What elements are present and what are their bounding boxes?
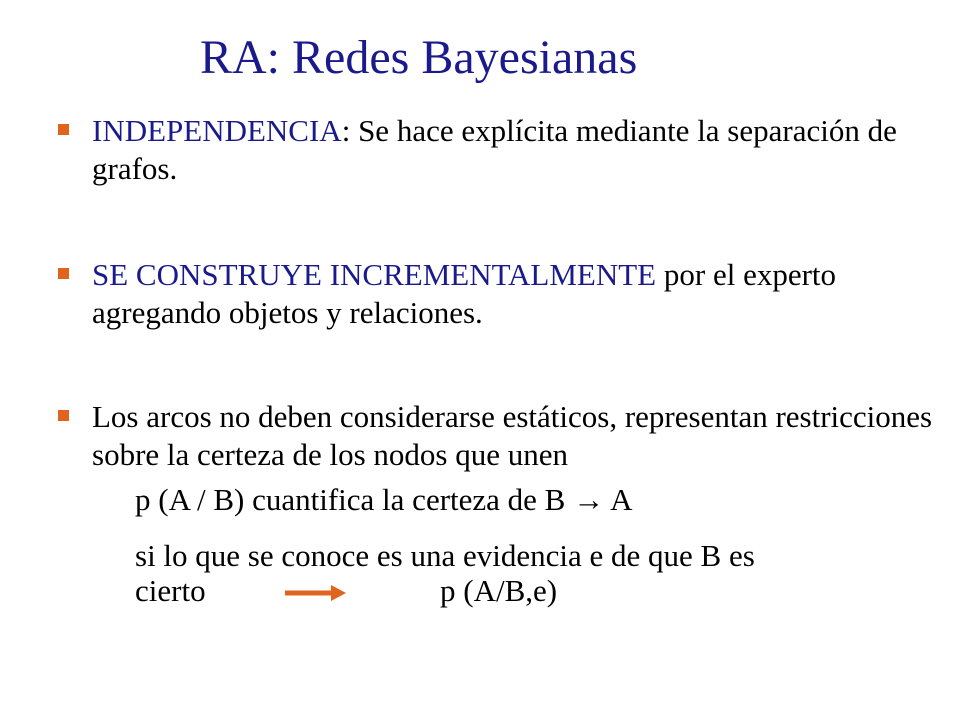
bullet-text: Los arcos no deben considerarse estáticos, representan restricciones sobre la certeza de los nodos que unen bbox=[92, 399, 933, 472]
square-bullet-icon bbox=[58, 268, 69, 279]
bullet-text bbox=[92, 112, 938, 188]
slide-title: RA: Redes Bayesianas bbox=[200, 31, 638, 84]
bullet-text bbox=[92, 256, 938, 332]
bullet-rest: por el experto agregando objetos y relaciones. bbox=[92, 257, 837, 330]
right-arrow-icon bbox=[283, 582, 347, 604]
bullet-item-construye bbox=[58, 256, 938, 332]
square-bullet-icon bbox=[58, 124, 69, 135]
conditional-probability-formula: p (A/B,e) bbox=[440, 573, 558, 608]
sub-line-cierto: cierto bbox=[135, 573, 206, 608]
bullet-lead: INDEPENDENCIA bbox=[92, 113, 342, 148]
sub-line-evidencia: si lo que se conoce es una evidencia e de que B es bbox=[135, 538, 755, 573]
bullet-rest: : Se hace explícita mediante la separación de grafos. bbox=[92, 113, 897, 186]
bullet-item-independencia bbox=[58, 112, 938, 188]
bullet-lead: SE CONSTRUYE INCREMENTALMENTE bbox=[92, 257, 657, 292]
square-bullet-icon bbox=[58, 410, 69, 421]
sub-line-cuantifica: p (A / B) cuantifica la certeza de B → A bbox=[135, 482, 633, 517]
bullet-item-arcos bbox=[58, 398, 938, 474]
